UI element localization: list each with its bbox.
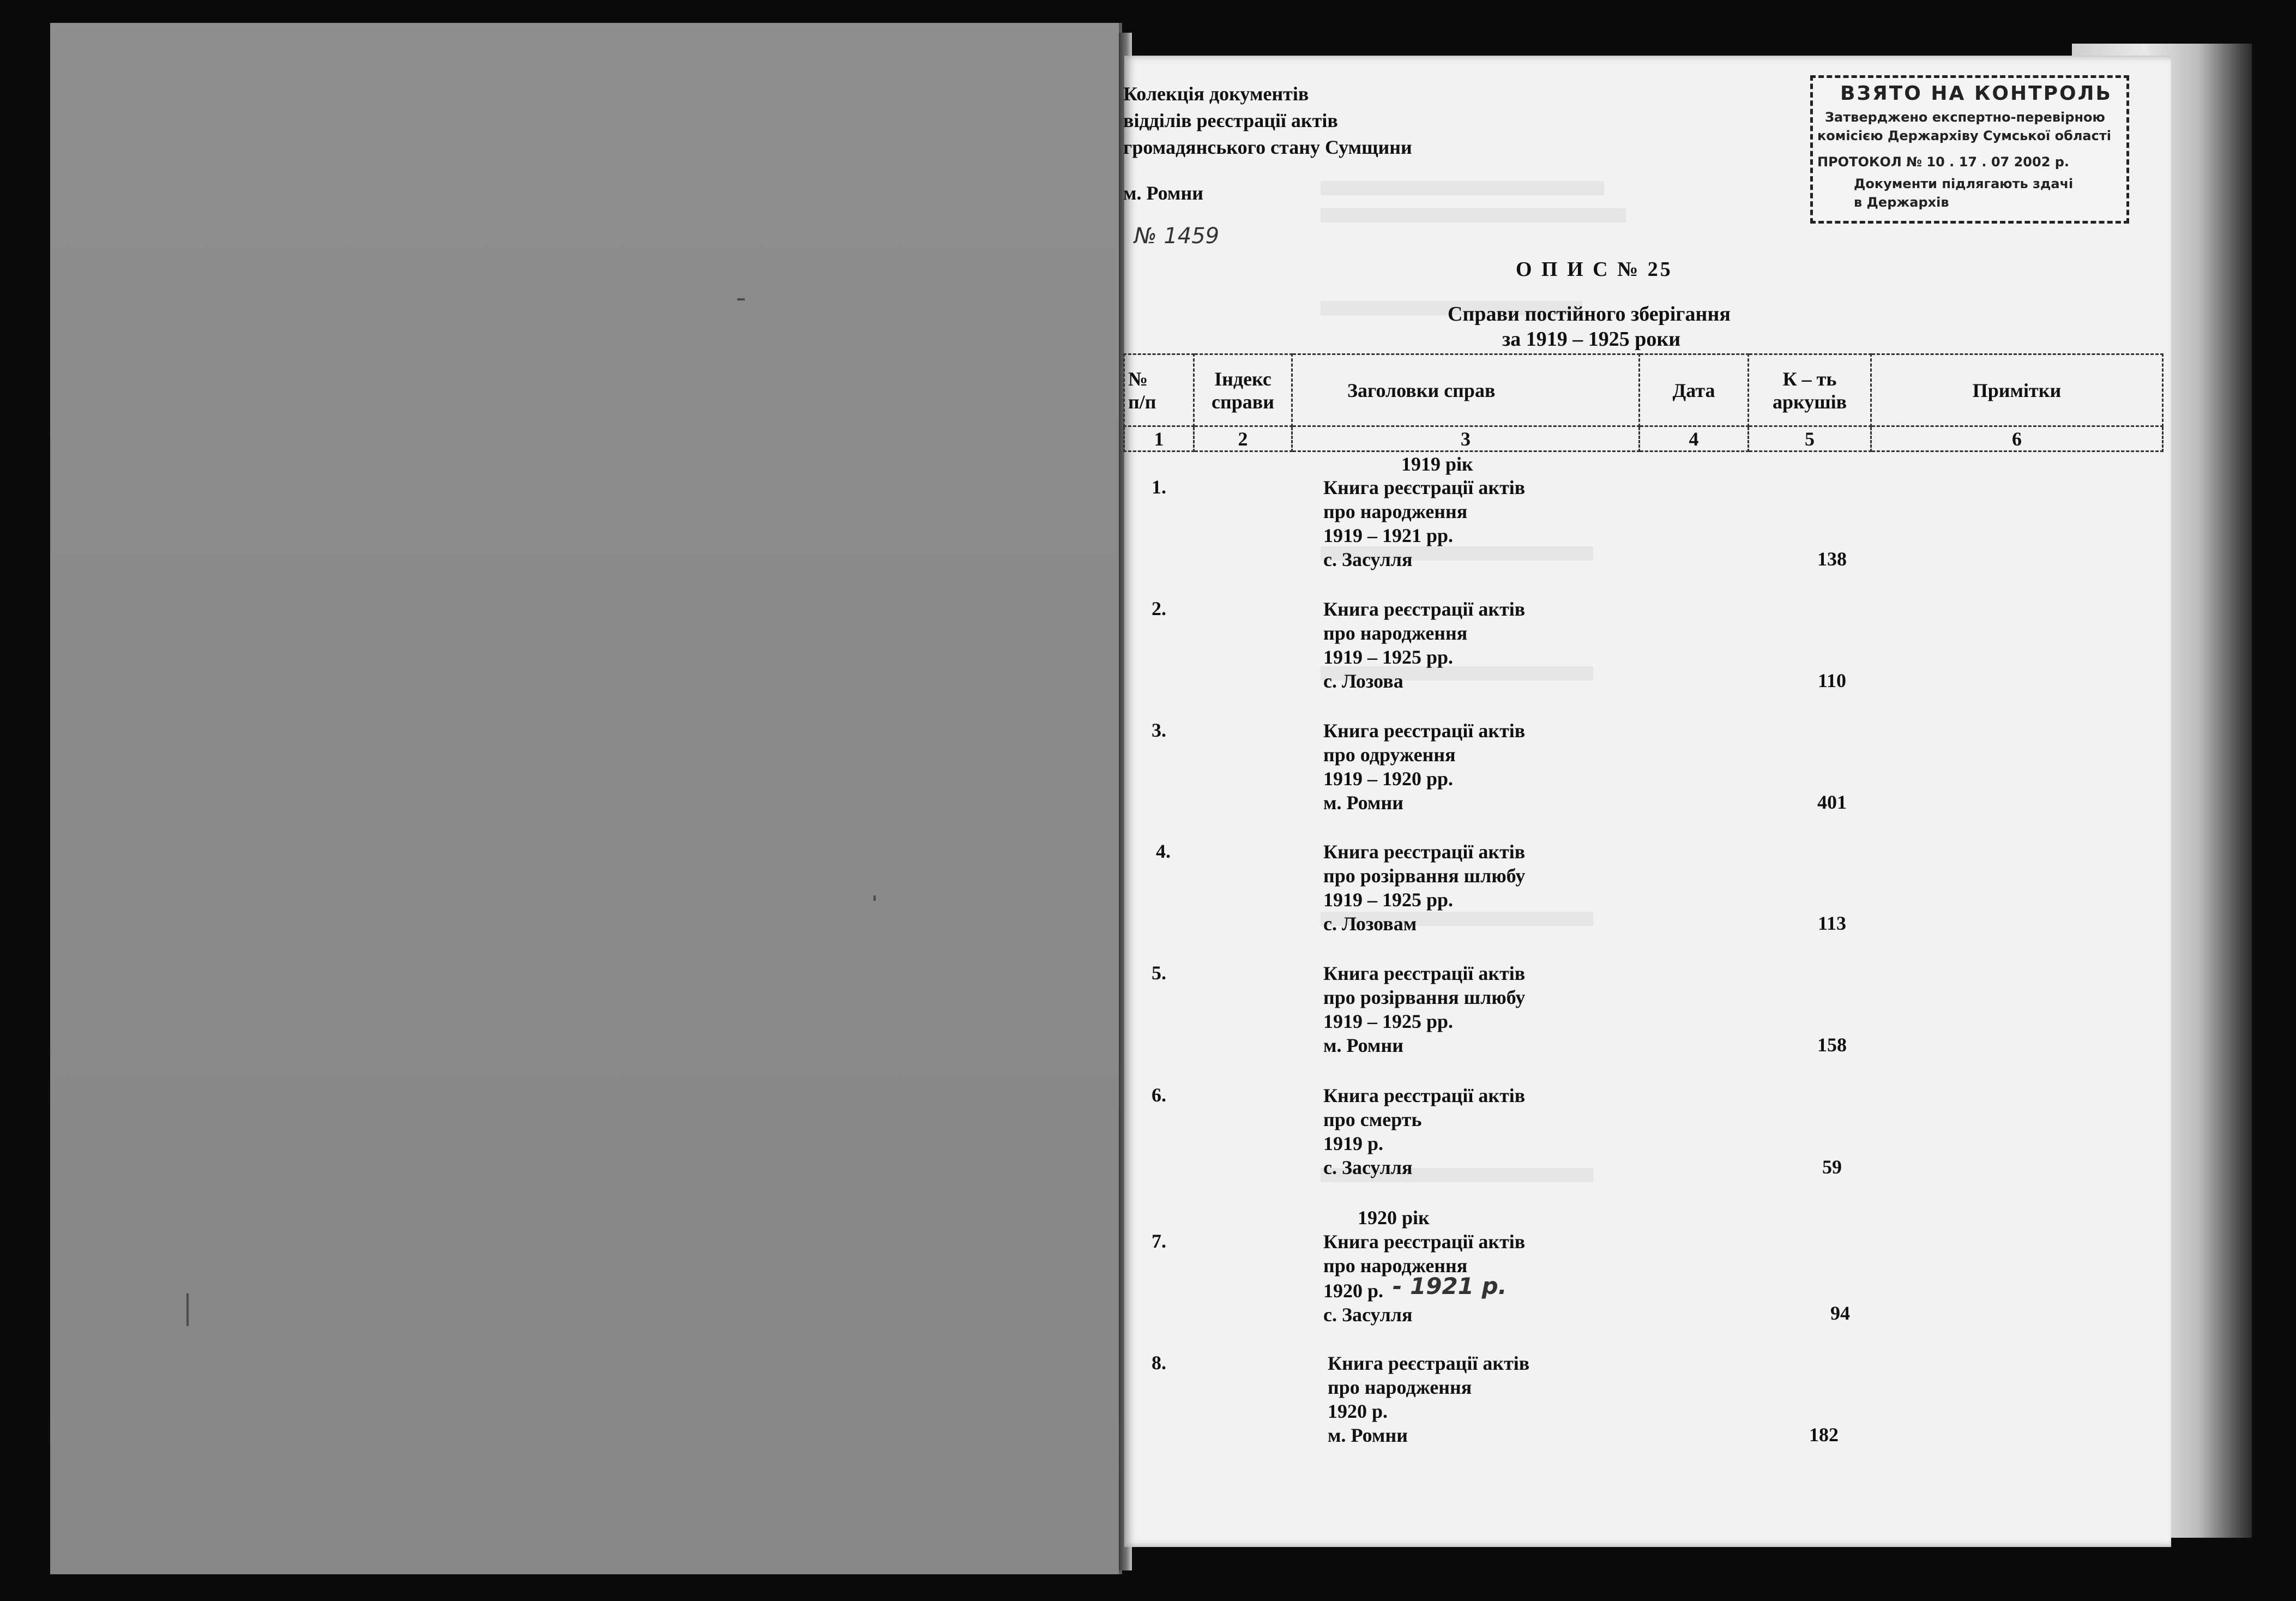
col-header-sheets-line2: аркушів [1772,390,1847,413]
col-header-index-line1: Індекс [1214,368,1271,390]
col-number-6: 6 [1871,426,2163,452]
entry-line: Книга реєстрації актів [1323,962,1526,984]
entry-line: с. Засулля [1323,1304,1413,1326]
entry-sheets: 110 [1817,670,1846,691]
entry-number: 3. [1152,719,1166,741]
entry-sheets: 59 [1822,1156,1842,1178]
entry-line: Книга реєстрації актів [1323,598,1526,620]
stamp-line-5: в Держархів [1854,195,1949,210]
entry-line: Книга реєстрації актів [1323,477,1526,498]
stamp-title: ВЗЯТО НА КОНТРОЛЬ [1840,82,2112,105]
stamp-line-2: комісією Держархіву Сумської області [1817,128,2111,143]
col-number-1: 1 [1124,426,1194,452]
col-number-2: 2 [1194,426,1292,452]
cover-mark [737,298,745,300]
col-number-4: 4 [1640,426,1749,452]
entry-number: 4. [1156,840,1171,862]
col-header-sheets-line1: К – ть [1782,368,1837,390]
stamp-line-1: Затверджено експертно-перевірною [1825,110,2105,125]
entry-line: Книга реєстрації актів [1328,1352,1530,1374]
entry-line: с. Лозова [1323,670,1403,692]
entry-line: с. Лозовам [1323,913,1417,935]
entry-sheets: 182 [1809,1424,1839,1446]
entry-title [1323,961,1525,1057]
entry-title [1323,1230,1525,1327]
entry-line: про народження [1328,1376,1472,1398]
entry-title [1323,476,1525,571]
handwritten-number: № 1459 [1134,224,1220,249]
entry-title [1323,597,1525,693]
col-number-5: 5 [1749,426,1871,452]
entry-sheets: 158 [1817,1034,1847,1056]
entry-line-with-note [1323,1273,1525,1303]
entry-line: 1919 – 1925 рр. [1323,1010,1454,1032]
entry-line: 1919 – 1925 рр. [1323,889,1454,911]
entry-sheets: 113 [1817,912,1846,934]
col-header-index-line2: справи [1212,390,1274,413]
entry-line: с. Засулля [1323,549,1413,570]
entry-title [1323,1084,1525,1179]
bleed-through [1321,181,1604,195]
subtitle-line-1: Справи постійного зберігання [1448,303,1731,326]
entry-line: 1919 р. [1323,1133,1384,1154]
header-line-2: відділів реєстрації актів [1123,110,1338,131]
bleed-through [1321,208,1626,222]
header-line-3: громадянського стану Сумщини [1123,136,1412,158]
entry-title [1323,840,1525,936]
entry-line: про розірвання шлюбу [1323,986,1526,1008]
entry-title [1323,719,1525,815]
year-heading-1920: 1920 рік [1358,1207,1430,1229]
entry-number: 2. [1152,598,1166,619]
entry-line: Книга реєстрації актів [1323,1085,1526,1106]
control-stamp [1810,75,2129,224]
col-header-index [1194,354,1292,426]
col-header-titles: Заголовки справ [1292,354,1640,426]
cover-mark [873,895,876,901]
col-header-notes: Примітки [1871,354,2163,426]
col-header-sheets [1749,354,1871,426]
entry-number: 8. [1152,1352,1166,1374]
entry-sheets: 401 [1817,791,1847,813]
entry-number: 5. [1152,962,1166,984]
handwritten-correction: - 1921 р. [1393,1273,1507,1299]
entry-number: 1. [1152,476,1166,498]
inventory-title: О П И С № 25 [1516,258,1673,281]
entry-line: про народження [1323,501,1468,522]
col-header-number [1124,354,1194,426]
entry-line: 1919 – 1921 рр. [1323,525,1454,546]
inventory-table-header [1123,353,2164,452]
entry-line: Книга реєстрації актів [1323,841,1526,863]
stamp-line-3: ПРОТОКОЛ № 10 . 17 . 07 2002 р. [1817,154,2070,170]
entry-line: про народження [1323,622,1468,644]
folder-cover [50,23,1122,1574]
col-header-date: Дата [1640,354,1749,426]
subtitle-line-2: за 1919 – 1925 роки [1502,328,1681,351]
entry-line: 1920 р. [1328,1400,1388,1422]
entry-number: 7. [1152,1230,1166,1252]
entry-line: м. Ромни [1323,1034,1403,1056]
entry-line: про розірвання шлюбу [1323,865,1526,887]
col-number-3: 3 [1292,426,1640,452]
entry-line: про одруження [1323,744,1456,766]
entry-line: Книга реєстрації актів [1323,1231,1526,1253]
entry-title [1328,1351,1529,1447]
entry-line: Книга реєстрації актів [1323,720,1526,742]
entry-line: про народження [1323,1255,1468,1277]
entry-line: 1919 – 1920 рр. [1323,768,1454,790]
entry-line: м. Ромни [1323,792,1403,814]
stamp-line-4: Документи підлягають здачі [1854,176,2074,191]
entry-sheets: 94 [1830,1302,1850,1324]
col-header-number-line1: № [1128,368,1148,390]
header-line-4: м. Ромни [1123,182,1203,204]
entry-number: 6. [1152,1084,1166,1106]
year-heading-1919: 1919 рік [1401,453,1473,475]
entry-line: м. Ромни [1328,1424,1408,1446]
entry-line: про смерть [1323,1109,1422,1130]
entry-line: с. Засулля [1323,1157,1413,1178]
entry-sheets: 138 [1817,548,1847,570]
cover-mark [186,1293,189,1326]
entry-line: 1920 р. [1323,1280,1384,1302]
header-line-1: Колекція документів [1123,83,1309,105]
col-header-number-line2: п/п [1128,390,1156,413]
entry-line: 1919 – 1925 рр. [1323,646,1454,668]
